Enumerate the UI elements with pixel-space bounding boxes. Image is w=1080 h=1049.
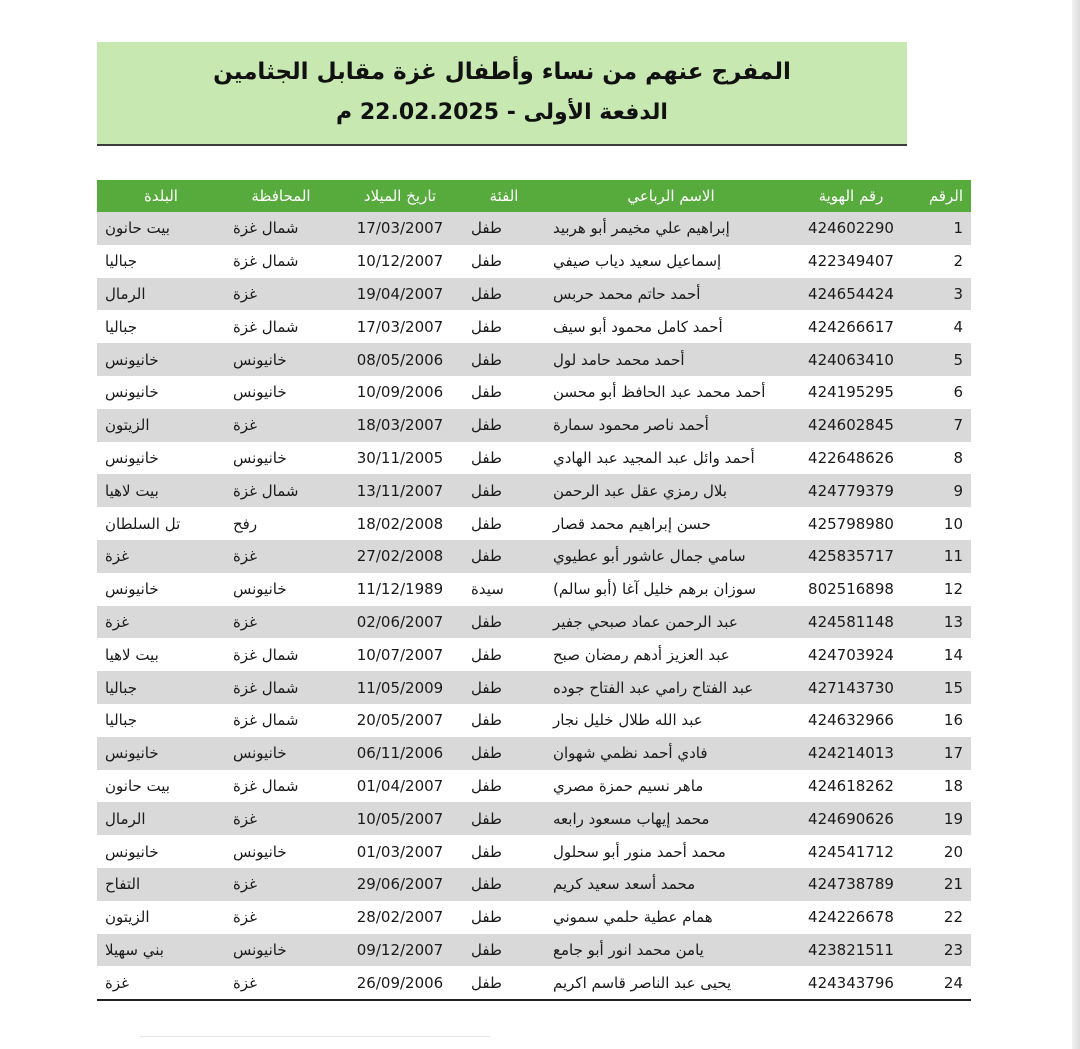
table-row: [97, 901, 971, 934]
cell-category: طفل: [463, 606, 545, 639]
cell-number: 24: [905, 966, 971, 1000]
cell-full-name: أحمد محمد عبد الحافظ أبو محسن: [545, 376, 797, 409]
cell-number: 19: [905, 802, 971, 835]
cell-town: الزيتون: [97, 901, 225, 934]
table-row: [97, 507, 971, 540]
cell-birth-date: 18/02/2008: [337, 507, 463, 540]
cell-governorate: رفح: [225, 507, 337, 540]
table-row: [97, 278, 971, 311]
cell-full-name: أحمد حاتم محمد حربس: [545, 278, 797, 311]
cell-governorate: خانيونس: [225, 737, 337, 770]
cell-governorate: غزة: [225, 278, 337, 311]
cell-category: طفل: [463, 835, 545, 868]
cell-town: بيت حانون: [97, 212, 225, 245]
cell-id-number: 424703924: [797, 638, 905, 671]
cell-number: 13: [905, 606, 971, 639]
column-header-town: البلدة: [97, 180, 225, 212]
cell-category: طفل: [463, 704, 545, 737]
cell-governorate: شمال غزة: [225, 212, 337, 245]
cell-full-name: عبد الرحمن عماد صبحي جفير: [545, 606, 797, 639]
table-row: [97, 770, 971, 803]
cell-town: خانيونس: [97, 737, 225, 770]
cell-birth-date: 29/06/2007: [337, 868, 463, 901]
cell-id-number: 424602845: [797, 409, 905, 442]
table-row: [97, 934, 971, 967]
cell-id-number: 422648626: [797, 442, 905, 475]
cell-full-name: إسماعيل سعيد دياب صيفي: [545, 245, 797, 278]
cell-full-name: أحمد كامل محمود أبو سيف: [545, 310, 797, 343]
cell-birth-date: 17/03/2007: [337, 212, 463, 245]
cell-full-name: محمد إيهاب مسعود رابعه: [545, 802, 797, 835]
column-header-id-number: رقم الهوية: [797, 180, 905, 212]
cell-birth-date: 01/03/2007: [337, 835, 463, 868]
table-row: [97, 671, 971, 704]
table-row: [97, 966, 971, 1000]
cell-governorate: غزة: [225, 868, 337, 901]
cell-birth-date: 01/04/2007: [337, 770, 463, 803]
cell-id-number: 423821511: [797, 934, 905, 967]
cell-full-name: إبراهيم علي مخيمر أبو هربيد: [545, 212, 797, 245]
column-header-number: الرقم: [905, 180, 971, 212]
table-row: [97, 376, 971, 409]
cell-category: طفل: [463, 474, 545, 507]
table-row: [97, 606, 971, 639]
cell-category: طفل: [463, 376, 545, 409]
table-row: [97, 409, 971, 442]
cell-number: 17: [905, 737, 971, 770]
cell-number: 10: [905, 507, 971, 540]
batch-label: الدفعة الأولى -: [506, 100, 668, 125]
cell-governorate: غزة: [225, 540, 337, 573]
cell-birth-date: 11/05/2009: [337, 671, 463, 704]
cell-birth-date: 06/11/2006: [337, 737, 463, 770]
table-row: [97, 442, 971, 475]
table-row: [97, 245, 971, 278]
cell-number: 21: [905, 868, 971, 901]
cell-town: غزة: [97, 606, 225, 639]
cell-governorate: غزة: [225, 802, 337, 835]
table-row: [97, 573, 971, 606]
cell-id-number: 424602290: [797, 212, 905, 245]
cell-town: خانيونس: [97, 835, 225, 868]
cell-id-number: 424690626: [797, 802, 905, 835]
cell-id-number: 424266617: [797, 310, 905, 343]
table-header-row: [97, 180, 971, 212]
cell-birth-date: 10/12/2007: [337, 245, 463, 278]
cell-governorate: شمال غزة: [225, 770, 337, 803]
cell-category: سيدة: [463, 573, 545, 606]
cell-governorate: شمال غزة: [225, 704, 337, 737]
cell-number: 4: [905, 310, 971, 343]
cell-town: خانيونس: [97, 442, 225, 475]
cell-category: طفل: [463, 901, 545, 934]
cell-birth-date: 26/09/2006: [337, 966, 463, 1000]
cell-full-name: ماهر نسيم حمزة مصري: [545, 770, 797, 803]
cell-town: بني سهيلا: [97, 934, 225, 967]
cell-governorate: شمال غزة: [225, 638, 337, 671]
cell-category: طفل: [463, 540, 545, 573]
cell-governorate: خانيونس: [225, 376, 337, 409]
cell-governorate: غزة: [225, 966, 337, 1000]
table-row: [97, 704, 971, 737]
cell-town: خانيونس: [97, 376, 225, 409]
table-row: [97, 638, 971, 671]
cell-birth-date: 10/07/2007: [337, 638, 463, 671]
cell-birth-date: 02/06/2007: [337, 606, 463, 639]
cell-category: طفل: [463, 868, 545, 901]
cell-full-name: أحمد وائل عبد المجيد عبد الهادي: [545, 442, 797, 475]
cell-number: 18: [905, 770, 971, 803]
cell-category: طفل: [463, 409, 545, 442]
cell-category: طفل: [463, 737, 545, 770]
cell-number: 16: [905, 704, 971, 737]
cell-governorate: خانيونس: [225, 343, 337, 376]
released-persons-table: [97, 180, 971, 1001]
cell-number: 11: [905, 540, 971, 573]
cell-id-number: 424214013: [797, 737, 905, 770]
cell-town: بيت لاهيا: [97, 474, 225, 507]
cell-full-name: همام عطية حلمي سموني: [545, 901, 797, 934]
cell-governorate: غزة: [225, 606, 337, 639]
cell-town: غزة: [97, 966, 225, 1000]
cell-birth-date: 19/04/2007: [337, 278, 463, 311]
cell-birth-date: 30/11/2005: [337, 442, 463, 475]
cell-town: الرمال: [97, 278, 225, 311]
cell-id-number: 424779379: [797, 474, 905, 507]
cell-id-number: 424063410: [797, 343, 905, 376]
table-row: [97, 737, 971, 770]
table-row: [97, 212, 971, 245]
cell-id-number: 802516898: [797, 573, 905, 606]
cell-number: 14: [905, 638, 971, 671]
cell-full-name: عبد الفتاح رامي عبد الفتاح جوده: [545, 671, 797, 704]
cell-category: طفل: [463, 310, 545, 343]
cell-id-number: 424618262: [797, 770, 905, 803]
cell-governorate: غزة: [225, 901, 337, 934]
cell-id-number: 427143730: [797, 671, 905, 704]
cell-id-number: 425798980: [797, 507, 905, 540]
cell-number: 5: [905, 343, 971, 376]
cell-governorate: شمال غزة: [225, 245, 337, 278]
cell-town: التفاح: [97, 868, 225, 901]
cell-town: خانيونس: [97, 573, 225, 606]
cell-governorate: خانيونس: [225, 573, 337, 606]
cell-full-name: يامن محمد انور أبو جامع: [545, 934, 797, 967]
cell-full-name: عبد العزيز أدهم رمضان صبح: [545, 638, 797, 671]
cell-category: طفل: [463, 638, 545, 671]
cell-full-name: عبد الله طلال خليل نجار: [545, 704, 797, 737]
cell-governorate: شمال غزة: [225, 474, 337, 507]
cell-id-number: 424195295: [797, 376, 905, 409]
column-header-birth-date: تاريخ الميلاد: [337, 180, 463, 212]
cell-birth-date: 27/02/2008: [337, 540, 463, 573]
cell-birth-date: 10/09/2006: [337, 376, 463, 409]
cell-category: طفل: [463, 802, 545, 835]
cell-full-name: محمد أسعد سعيد كريم: [545, 868, 797, 901]
cell-birth-date: 13/11/2007: [337, 474, 463, 507]
cell-number: 15: [905, 671, 971, 704]
cell-number: 8: [905, 442, 971, 475]
cell-id-number: 424226678: [797, 901, 905, 934]
cell-full-name: محمد أحمد منور أبو سحلول: [545, 835, 797, 868]
cell-category: طفل: [463, 278, 545, 311]
cell-id-number: 425835717: [797, 540, 905, 573]
column-header-governorate: المحافظة: [225, 180, 337, 212]
cell-town: جباليا: [97, 671, 225, 704]
cell-full-name: سامي جمال عاشور أبو عطيوي: [545, 540, 797, 573]
cell-category: طفل: [463, 442, 545, 475]
cell-number: 20: [905, 835, 971, 868]
table-row: [97, 802, 971, 835]
cell-category: طفل: [463, 671, 545, 704]
cell-number: 22: [905, 901, 971, 934]
cell-category: طفل: [463, 770, 545, 803]
cell-category: طفل: [463, 507, 545, 540]
cell-birth-date: 17/03/2007: [337, 310, 463, 343]
cell-category: طفل: [463, 212, 545, 245]
cell-town: خانيونس: [97, 343, 225, 376]
cell-id-number: 424541712: [797, 835, 905, 868]
cell-town: جباليا: [97, 704, 225, 737]
cell-full-name: سوزان برهم خليل آغا (أبو سالم): [545, 573, 797, 606]
footer-divider: [140, 1036, 490, 1037]
cell-governorate: خانيونس: [225, 934, 337, 967]
table-row: [97, 474, 971, 507]
cell-town: غزة: [97, 540, 225, 573]
cell-number: 12: [905, 573, 971, 606]
cell-governorate: غزة: [225, 409, 337, 442]
cell-category: طفل: [463, 245, 545, 278]
batch-suffix: م: [336, 100, 353, 125]
cell-governorate: شمال غزة: [225, 671, 337, 704]
table-row: [97, 343, 971, 376]
cell-id-number: 424654424: [797, 278, 905, 311]
cell-id-number: 424581148: [797, 606, 905, 639]
cell-full-name: أحمد محمد حامد لول: [545, 343, 797, 376]
table-body: [97, 212, 971, 1000]
cell-full-name: فادي أحمد نظمي شهوان: [545, 737, 797, 770]
cell-number: 1: [905, 212, 971, 245]
column-header-category: الفئة: [463, 180, 545, 212]
cell-id-number: 422349407: [797, 245, 905, 278]
cell-number: 2: [905, 245, 971, 278]
page-edge: [1072, 0, 1080, 1049]
cell-birth-date: 09/12/2007: [337, 934, 463, 967]
page-title: المفرج عنهم من نساء وأطفال غزة مقابل الجثامين: [213, 59, 791, 85]
cell-birth-date: 20/05/2007: [337, 704, 463, 737]
batch-date: 22.02.2025: [359, 100, 500, 125]
cell-town: بيت حانون: [97, 770, 225, 803]
cell-governorate: شمال غزة: [225, 310, 337, 343]
cell-id-number: 424738789: [797, 868, 905, 901]
cell-town: بيت لاهيا: [97, 638, 225, 671]
cell-birth-date: 08/05/2006: [337, 343, 463, 376]
cell-town: الزيتون: [97, 409, 225, 442]
cell-birth-date: 11/12/1989: [337, 573, 463, 606]
cell-full-name: حسن إبراهيم محمد قصار: [545, 507, 797, 540]
cell-birth-date: 18/03/2007: [337, 409, 463, 442]
cell-number: 3: [905, 278, 971, 311]
column-header-full-name: الاسم الرباعي: [545, 180, 797, 212]
table-row: [97, 540, 971, 573]
cell-full-name: أحمد ناصر محمود سمارة: [545, 409, 797, 442]
title-banner: [97, 42, 907, 146]
cell-governorate: خانيونس: [225, 442, 337, 475]
cell-id-number: 424343796: [797, 966, 905, 1000]
cell-town: الرمال: [97, 802, 225, 835]
table-row: [97, 868, 971, 901]
cell-category: طفل: [463, 966, 545, 1000]
cell-town: جباليا: [97, 245, 225, 278]
cell-birth-date: 28/02/2007: [337, 901, 463, 934]
cell-number: 9: [905, 474, 971, 507]
cell-full-name: يحيى عبد الناصر قاسم اكريم: [545, 966, 797, 1000]
cell-number: 6: [905, 376, 971, 409]
cell-number: 7: [905, 409, 971, 442]
table-row: [97, 835, 971, 868]
cell-id-number: 424632966: [797, 704, 905, 737]
cell-full-name: بلال رمزي عقل عبد الرحمن: [545, 474, 797, 507]
table-row: [97, 310, 971, 343]
cell-category: طفل: [463, 343, 545, 376]
cell-category: طفل: [463, 934, 545, 967]
cell-town: تل السلطان: [97, 507, 225, 540]
cell-governorate: خانيونس: [225, 835, 337, 868]
cell-birth-date: 10/05/2007: [337, 802, 463, 835]
cell-town: جباليا: [97, 310, 225, 343]
batch-subtitle: [97, 95, 907, 131]
cell-number: 23: [905, 934, 971, 967]
